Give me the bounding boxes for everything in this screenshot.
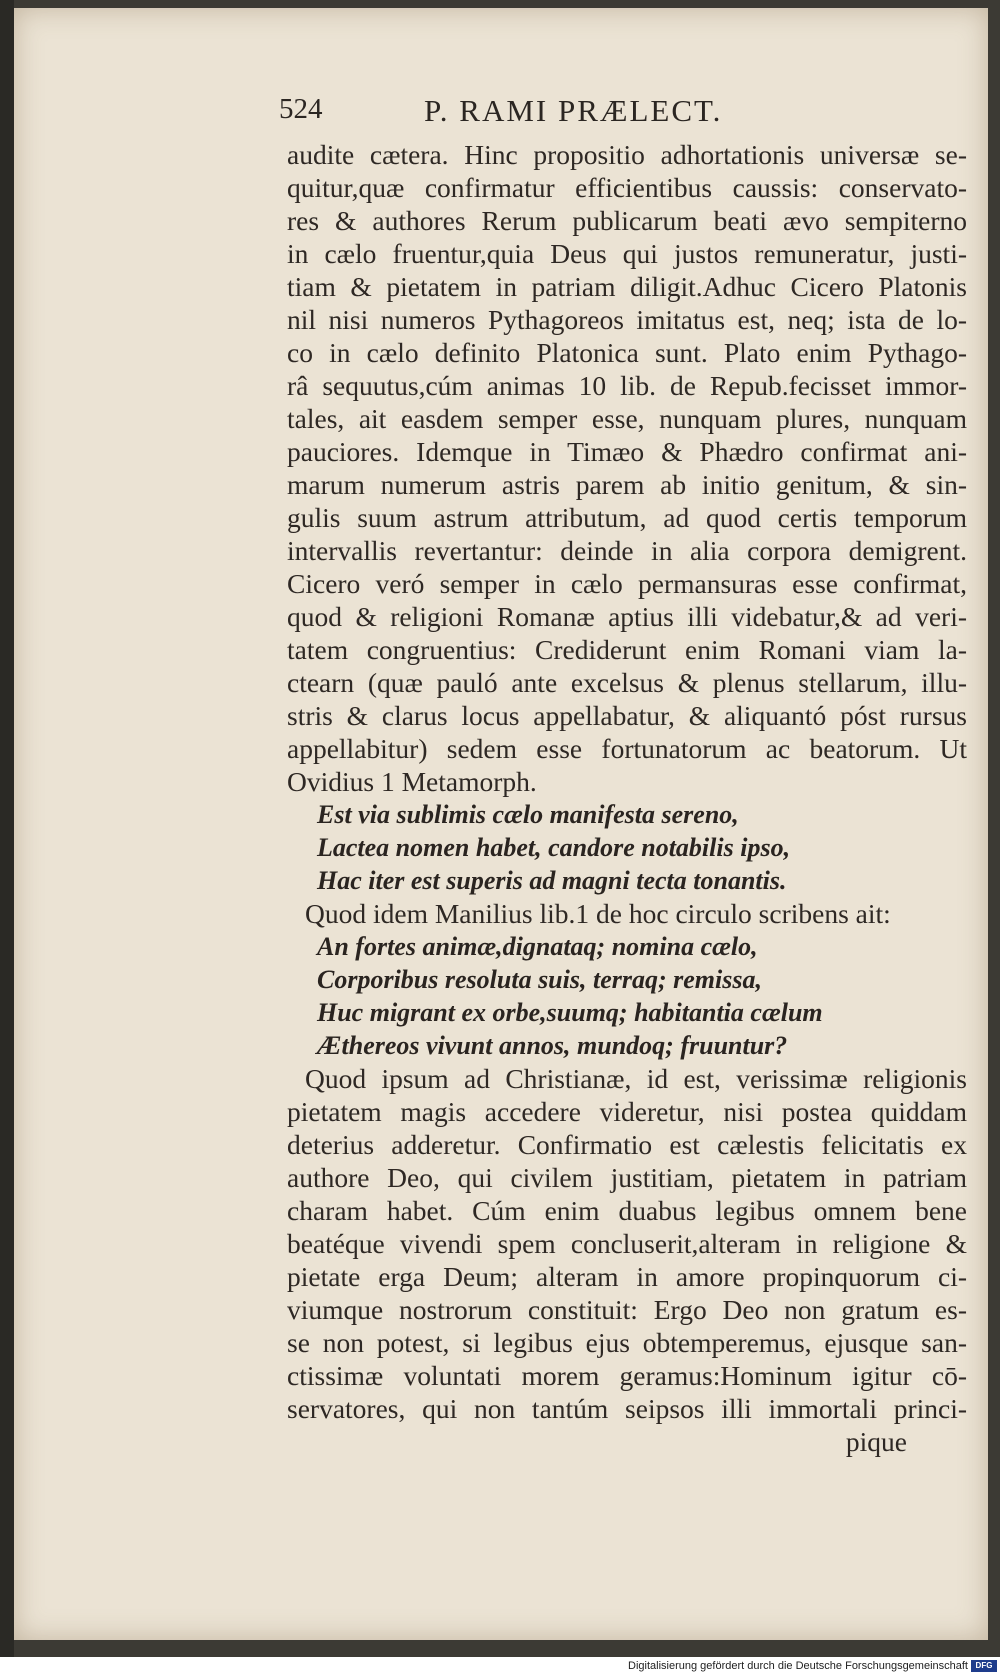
text-line: tales, ait easdem semper esse, nunquam plures, nunquam <box>287 403 967 434</box>
catchword: pique <box>845 1426 907 1457</box>
text-line: authore Deo, qui civilem justitiam, pietatem in patriam <box>287 1162 967 1193</box>
page-header <box>279 93 979 133</box>
verse-line: Corporibus resoluta suis, terraq; remissa, <box>317 965 762 994</box>
text-line: tatem congruentius: Crediderunt enim Romani viam la- <box>287 634 967 665</box>
dfg-logo: DFG <box>971 1660 997 1672</box>
text-line: in cælo fruentur,quia Deus qui justos remuneratur, justi- <box>287 238 967 269</box>
scan-left-edge <box>0 0 14 1657</box>
text-line: râ sequutus,cúm animas 10 lib. de Repub.fecisset immor- <box>287 370 967 401</box>
manilius-intro: Quod idem Manilius lib.1 de hoc circulo scribens ait: <box>305 898 891 929</box>
verse-line: Lactea nomen habet, candore notabilis ipso, <box>317 833 791 862</box>
verse-line: Huc migrant ex orbe,suumq; habitantia cælum <box>317 998 823 1027</box>
page-number: 524 <box>279 93 323 125</box>
text-line: servatores, qui non tantúm seipsos illi immortali princi- <box>287 1393 967 1424</box>
text-line: viumque nostrorum constituit: Ergo Deo non gratum es- <box>287 1294 967 1325</box>
verse-line: Hac iter est superis ad magni tecta tonantis. <box>317 866 787 895</box>
text-line: appellabitur) sedem esse fortunatorum ac beatorum. Ut <box>287 733 967 764</box>
text-line: pietatem magis accedere videretur, nisi postea quiddam <box>287 1096 967 1127</box>
verse-line: An fortes animæ,dignataq; nomina cælo, <box>317 932 758 961</box>
text-line: charam habet. Cúm enim duabus legibus omnem bene <box>287 1195 967 1226</box>
text-line: quod & religioni Romanæ aptius illi videbatur,& ad veri- <box>287 601 967 632</box>
text-line: res & authores Rerum publicarum beati ævo sempiterno <box>287 205 967 236</box>
text-line: audite cætera. Hinc propositio adhortationis universæ se- <box>287 139 967 170</box>
verse-line: Æthereos vivunt annos, mundoq; fruuntur? <box>317 1031 788 1060</box>
text-line: nil nisi numeros Pythagoreos imitatus est, neq; ista de lo- <box>287 304 967 335</box>
text-line: pietate erga Deum; alteram in amore propinquorum ci- <box>287 1261 967 1292</box>
text-line: gulis suum astrum attributum, ad quod certis temporum <box>287 502 967 533</box>
text-line: stris & clarus locus appellabatur, & aliquantó póst rursus <box>287 700 967 731</box>
text-line: pauciores. Idemque in Timæo & Phædro confirmat ani- <box>287 436 967 467</box>
text-line: marum numerum astris parem ab initio genitum, & sin- <box>287 469 967 500</box>
verse-line: Est via sublimis cælo manifesta sereno, <box>317 800 739 829</box>
text-line: co in cælo definito Platonica sunt. Plato enim Pythago- <box>287 337 967 368</box>
footer-bar <box>0 1658 1000 1674</box>
text-line: tiam & pietatem in patriam diligit.Adhuc Cicero Platonis <box>287 271 967 302</box>
text-line: ctissimæ voluntati morem geramus:Hominum igitur cō- <box>287 1360 967 1391</box>
text-line: ctearn (quæ pauló ante excelsus & plenus stellarum, illu- <box>287 667 967 698</box>
text-line: Cicero veró semper in cælo permansuras esse confirmat, <box>287 568 967 599</box>
body-text <box>287 138 967 1458</box>
footer-credit: Digitalisierung gefördert durch die Deutsche Forschungsgemeinschaft <box>628 1660 968 1672</box>
text-line: se non potest, si legibus ejus obtemperemus, ejusque san- <box>287 1327 967 1358</box>
text-line: Quod ipsum ad Christianæ, id est, verissimæ religionis <box>305 1063 967 1094</box>
text-line: Ovidius 1 Metamorph. <box>287 766 537 797</box>
text-line: deterius adderetur. Confirmatio est cælestis felicitatis ex <box>287 1129 967 1160</box>
text-line: intervallis revertantur: deinde in alia corpora demigrent. <box>287 535 967 566</box>
text-line: quitur,quæ confirmatur efficientibus caussis: conservato- <box>287 172 967 203</box>
running-head: P. RAMI PRÆLECT. <box>424 93 723 128</box>
text-line: beatéque vivendi spem concluserit,alteram in religione & <box>287 1228 967 1259</box>
